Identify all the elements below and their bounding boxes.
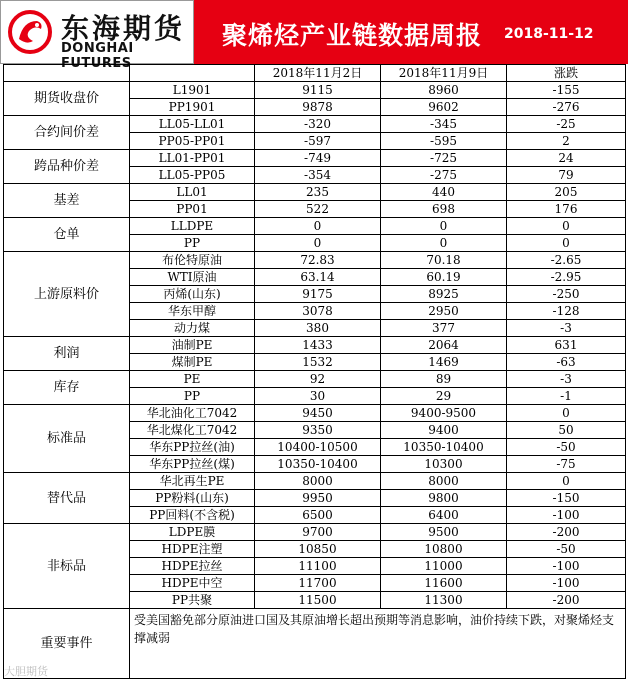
curr-value-cell: 440	[381, 184, 507, 201]
change-cell: 2	[507, 133, 626, 150]
curr-value-cell: 9800	[381, 490, 507, 507]
change-cell: 0	[507, 405, 626, 422]
item-cell: 丙烯(山东)	[130, 286, 255, 303]
item-cell: PP01	[130, 201, 255, 218]
change-cell: -2.95	[507, 269, 626, 286]
change-cell: -128	[507, 303, 626, 320]
item-cell: LL01	[130, 184, 255, 201]
table-body	[4, 65, 626, 679]
prev-value-cell: 9700	[255, 524, 381, 541]
curr-value-cell: 0	[381, 218, 507, 235]
prev-value-cell: 11100	[255, 558, 381, 575]
header-cell: 2018年11月2日	[255, 65, 381, 82]
category-cell: 期货收盘价	[4, 82, 130, 116]
prev-value-cell: 72.83	[255, 252, 381, 269]
table-row	[4, 405, 626, 422]
prev-value-cell: 235	[255, 184, 381, 201]
prev-value-cell: 9175	[255, 286, 381, 303]
table-row	[4, 252, 626, 269]
table-row	[4, 82, 626, 99]
logo-chinese-name: 东海期货	[61, 12, 186, 45]
item-cell: LL05-PP05	[130, 167, 255, 184]
item-cell: WTI原油	[130, 269, 255, 286]
prev-value-cell: 3078	[255, 303, 381, 320]
prev-value-cell: 63.14	[255, 269, 381, 286]
prev-value-cell: 9350	[255, 422, 381, 439]
curr-value-cell: 9602	[381, 99, 507, 116]
change-cell: -50	[507, 541, 626, 558]
category-cell: 仓单	[4, 218, 130, 252]
change-cell: -3	[507, 371, 626, 388]
item-cell: HDPE注塑	[130, 541, 255, 558]
prev-value-cell: 92	[255, 371, 381, 388]
curr-value-cell: -725	[381, 150, 507, 167]
curr-value-cell: 10800	[381, 541, 507, 558]
curr-value-cell: 8925	[381, 286, 507, 303]
curr-value-cell: 9400-9500	[381, 405, 507, 422]
item-cell: LL01-PP01	[130, 150, 255, 167]
curr-value-cell: 8960	[381, 82, 507, 99]
item-cell: HDPE中空	[130, 575, 255, 592]
prev-value-cell: -749	[255, 150, 381, 167]
curr-value-cell: 11300	[381, 592, 507, 609]
title-bar	[194, 0, 628, 64]
event-label: 重要事件	[4, 609, 130, 679]
change-cell: 24	[507, 150, 626, 167]
report-header	[0, 0, 628, 71]
company-logo	[0, 0, 194, 71]
prev-value-cell: 10350-10400	[255, 456, 381, 473]
prev-value-cell: 1433	[255, 337, 381, 354]
change-cell: -25	[507, 116, 626, 133]
item-cell: PP粉料(山东)	[130, 490, 255, 507]
change-cell: -200	[507, 592, 626, 609]
prev-value-cell: 9878	[255, 99, 381, 116]
curr-value-cell: -345	[381, 116, 507, 133]
item-cell: 华东PP拉丝(煤)	[130, 456, 255, 473]
curr-value-cell: 9500	[381, 524, 507, 541]
curr-value-cell: 70.18	[381, 252, 507, 269]
change-cell: -2.65	[507, 252, 626, 269]
prev-value-cell: -354	[255, 167, 381, 184]
table-row	[4, 524, 626, 541]
curr-value-cell: 2950	[381, 303, 507, 320]
item-cell: 动力煤	[130, 320, 255, 337]
data-table	[3, 64, 626, 679]
item-cell: HDPE拉丝	[130, 558, 255, 575]
change-cell: -100	[507, 507, 626, 524]
item-cell: PP	[130, 388, 255, 405]
table-row	[4, 218, 626, 235]
curr-value-cell: 11000	[381, 558, 507, 575]
change-cell: 50	[507, 422, 626, 439]
change-cell: 631	[507, 337, 626, 354]
change-cell: -150	[507, 490, 626, 507]
item-cell: LDPE膜	[130, 524, 255, 541]
curr-value-cell: 89	[381, 371, 507, 388]
prev-value-cell: 11700	[255, 575, 381, 592]
category-cell: 非标品	[4, 524, 130, 609]
item-cell: LLDPE	[130, 218, 255, 235]
prev-value-cell: 522	[255, 201, 381, 218]
prev-value-cell: 9450	[255, 405, 381, 422]
table-row	[4, 337, 626, 354]
report-date: 2018-11-12	[504, 26, 594, 42]
prev-value-cell: 1532	[255, 354, 381, 371]
header-cell	[130, 65, 255, 82]
prev-value-cell: 0	[255, 218, 381, 235]
change-cell: -50	[507, 439, 626, 456]
table-row	[4, 150, 626, 167]
table-row	[4, 184, 626, 201]
change-cell: -250	[507, 286, 626, 303]
prev-value-cell: 11500	[255, 592, 381, 609]
item-cell: L1901	[130, 82, 255, 99]
curr-value-cell: 2064	[381, 337, 507, 354]
item-cell: PP05-PP01	[130, 133, 255, 150]
curr-value-cell: 377	[381, 320, 507, 337]
prev-value-cell: 30	[255, 388, 381, 405]
header-row	[4, 65, 626, 82]
item-cell: 华东PP拉丝(油)	[130, 439, 255, 456]
item-cell: PE	[130, 371, 255, 388]
change-cell: 0	[507, 235, 626, 252]
curr-value-cell: 11600	[381, 575, 507, 592]
change-cell: -75	[507, 456, 626, 473]
item-cell: 华北油化工7042	[130, 405, 255, 422]
item-cell: PP1901	[130, 99, 255, 116]
change-cell: -200	[507, 524, 626, 541]
report-title: 聚烯烃产业链数据周报	[222, 21, 483, 50]
change-cell: -100	[507, 558, 626, 575]
table-row	[4, 116, 626, 133]
category-cell: 基差	[4, 184, 130, 218]
event-row	[4, 609, 626, 679]
table-row	[4, 473, 626, 490]
curr-value-cell: 698	[381, 201, 507, 218]
header-cell: 涨跌	[507, 65, 626, 82]
item-cell: 煤制PE	[130, 354, 255, 371]
prev-value-cell: 0	[255, 235, 381, 252]
logo-english-name: DONGHAI FUTURES	[61, 41, 134, 71]
category-cell: 跨品种价差	[4, 150, 130, 184]
change-cell: -1	[507, 388, 626, 405]
change-cell: -3	[507, 320, 626, 337]
watermark: 大胆期货	[4, 665, 48, 678]
item-cell: 华东甲醇	[130, 303, 255, 320]
curr-value-cell: -595	[381, 133, 507, 150]
curr-value-cell: 1469	[381, 354, 507, 371]
curr-value-cell: 10300	[381, 456, 507, 473]
change-cell: -276	[507, 99, 626, 116]
curr-value-cell: 29	[381, 388, 507, 405]
dragon-logo-icon	[7, 9, 53, 55]
category-cell: 合约间价差	[4, 116, 130, 150]
item-cell: LL05-LL01	[130, 116, 255, 133]
curr-value-cell: 60.19	[381, 269, 507, 286]
header-cell	[4, 65, 130, 82]
change-cell: 176	[507, 201, 626, 218]
item-cell: PP回料(不含税)	[130, 507, 255, 524]
item-cell: PP	[130, 235, 255, 252]
change-cell: -100	[507, 575, 626, 592]
category-cell: 利润	[4, 337, 130, 371]
curr-value-cell: 0	[381, 235, 507, 252]
prev-value-cell: 8000	[255, 473, 381, 490]
change-cell: 0	[507, 473, 626, 490]
curr-value-cell: 9400	[381, 422, 507, 439]
item-cell: 华北再生PE	[130, 473, 255, 490]
change-cell: 0	[507, 218, 626, 235]
prev-value-cell: 6500	[255, 507, 381, 524]
prev-value-cell: 9115	[255, 82, 381, 99]
prev-value-cell: 380	[255, 320, 381, 337]
item-cell: 华北煤化工7042	[130, 422, 255, 439]
prev-value-cell: 9950	[255, 490, 381, 507]
category-cell: 标准品	[4, 405, 130, 473]
prev-value-cell: -320	[255, 116, 381, 133]
item-cell: 布伦特原油	[130, 252, 255, 269]
item-cell: PP共聚	[130, 592, 255, 609]
change-cell: 205	[507, 184, 626, 201]
curr-value-cell: 10350-10400	[381, 439, 507, 456]
curr-value-cell: -275	[381, 167, 507, 184]
header-cell: 2018年11月9日	[381, 65, 507, 82]
category-cell: 替代品	[4, 473, 130, 524]
prev-value-cell: 10400-10500	[255, 439, 381, 456]
event-text: 受美国豁免部分原油进口国及其原油增长超出预期等消息影响，油价持续下跌，对聚烯烃支撑减弱	[130, 609, 626, 679]
category-cell: 库存	[4, 371, 130, 405]
prev-value-cell: 10850	[255, 541, 381, 558]
change-cell: -63	[507, 354, 626, 371]
prev-value-cell: -597	[255, 133, 381, 150]
curr-value-cell: 8000	[381, 473, 507, 490]
change-cell: 79	[507, 167, 626, 184]
item-cell: 油制PE	[130, 337, 255, 354]
curr-value-cell: 6400	[381, 507, 507, 524]
change-cell: -155	[507, 82, 626, 99]
table-row	[4, 371, 626, 388]
category-cell: 上游原料价	[4, 252, 130, 337]
